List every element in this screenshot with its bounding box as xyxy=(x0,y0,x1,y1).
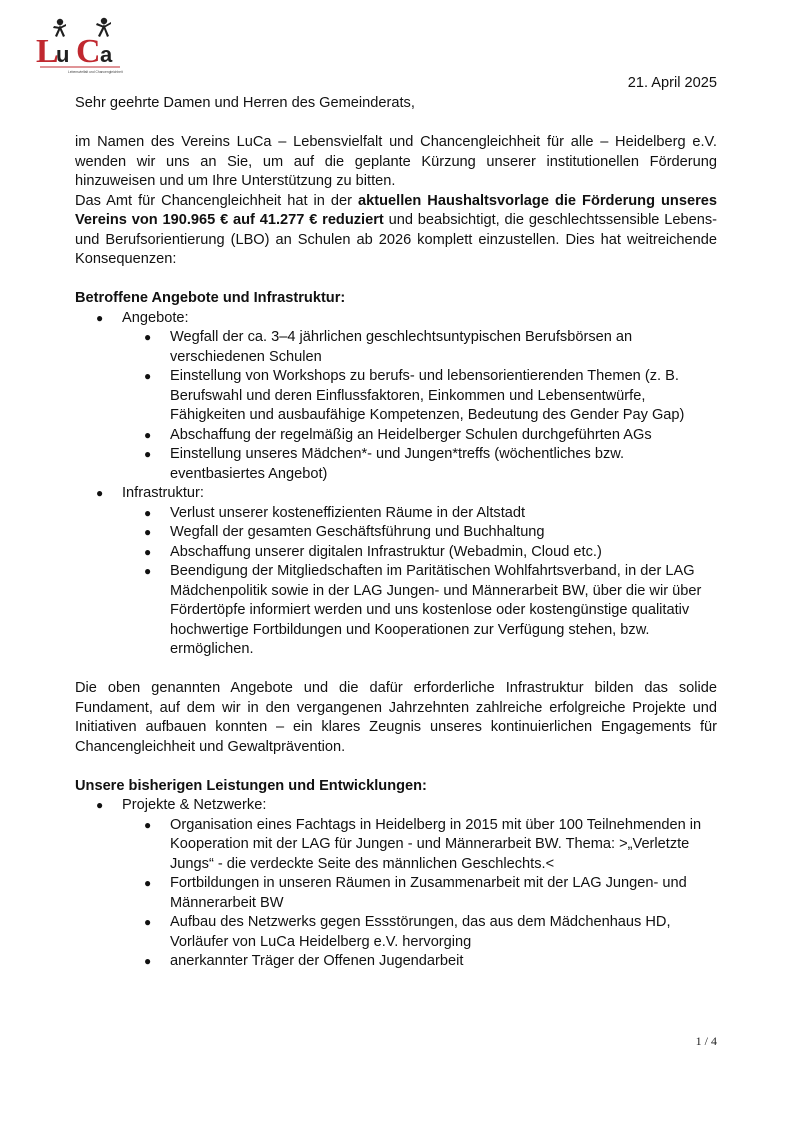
luca-logo xyxy=(34,16,126,78)
salutation: Sehr geehrte Damen und Herren des Gemeinderats, xyxy=(75,95,415,111)
list-item: ● Beendigung der Mitgliedschaften im Paritätischen Wohlfahrtsverband, in der LAG Mädchenpolitik sowie in der LAG Jungen- und Männerarbeit BW, über die wir über Fördertöpfe informiert werden und uns kostenlose oder kostengünstige qualitativ hochwertige Fortbildungen und Kooperationen zur Verfügung stehen, bzw. ermöglichen. xyxy=(144,563,702,657)
list-item-infrastruktur: ● Infrastruktur: ● Verlust unserer kosteneffizienten Räume in der Altstadt ● Wegfall der gesamten Geschäftsführung und Buchhaltung ● Abschaffung unserer digitalen Infrastruktur (Webadmin, Cloud etc.) ● Beendigung der Mitgliedschaften im Paritätischen Wohlfahrtsverband, in der LAG Mädchenpolitik sowie in der LAG Jungen- und Männerarbeit BW, über die wir über Fördertöpfe informiert werden und uns kostenlose oder kostengünstige qualitativ hochwertige Fortbildungen und Kooperationen zur Verfügung stehen, bzw. ermöglichen. xyxy=(75,484,717,660)
bullet-icon: ● xyxy=(96,310,104,325)
section-heading-achievements: Unsere bisherigen Leistungen und Entwicklungen: xyxy=(75,777,427,794)
bullet-icon: ● xyxy=(144,564,152,578)
list-item: ● Wegfall der gesamten Geschäftsführung und Buchhaltung xyxy=(122,523,717,543)
list-item: ● Abschaffung der regelmäßig an Heidelberger Schulen durchgeführten AGs xyxy=(122,426,717,446)
bullet-icon: ● xyxy=(144,954,152,968)
bullet-icon: ● xyxy=(144,525,152,539)
bullet-icon: ● xyxy=(144,505,152,520)
bullet-icon: ● xyxy=(144,330,152,344)
list-item: ● Fortbildungen in unseren Räumen in Zusammenarbeit mit der LAG Jungen- und Männerarbeit BW xyxy=(144,875,687,911)
letter-date: 21. April 2025 xyxy=(627,75,717,91)
logo-letter-l: L xyxy=(36,33,59,70)
logo-letter-c: C xyxy=(76,33,101,70)
list-item-angebote: ● Angebote: ● Wegfall der ca. 3–4 jährlichen geschlechtsuntypischen Berufsbörsen an verschiedenen Schulen ● Einstellung von Workshops zu berufs- und lebensorientierenden Themen (z. B. Berufswahl und deren Einflussfaktoren, Einkommen und Lebensentwürfe, Fähigkeiten und ausbaufähige Kompetenzen, Bedeutung des Gender Pay Gap) ● Abschaffung der regelmäßig an Heidelberger Schulen durchgeführten AGs ● Einstellung unseres Mädchen*- und Jungen*treffs (wöchentliches bzw. eventbasiertes Angebot) xyxy=(75,309,717,485)
letter-body xyxy=(75,94,717,972)
list-item: ● Einstellung unseres Mädchen*- und Jungen*treffs (wöchentliches bzw. eventbasiertes Angebot) xyxy=(144,446,625,482)
foundation-paragraph: Die oben genannten Angebote und die dafür erforderliche Infrastruktur bilden das solide Fundament, auf dem wir in den vergangenen Jahrzehnten zahlreiche erfolgreiche Projekte und Initiativen aufbauen konnten – ein klares Zeugnis unseres kontinuierlichen Engagements für Chancengleichheit und Gewaltprävention. xyxy=(75,680,717,755)
bullet-icon: ● xyxy=(144,447,152,461)
funding-cut-highlight: aktuellen Haushaltsvorlage die Förderung unseres Vereins von 190.965 € auf 41.277 € reduziert xyxy=(75,192,717,228)
section-heading-affected: Betroffene Angebote und Infrastruktur: xyxy=(75,290,346,306)
intro-paragraph: im Namen des Vereins LuCa – Lebensvielfalt und Chancengleichheit für alle – Heidelberg e.V. wenden wir uns an Sie, um auf die geplante Kürzung unserer institutionellen Förderung hinzuweisen und um Ihre Unterstützung zu bitten. xyxy=(75,134,717,189)
list-item: ● Aufbau des Netzwerks gegen Essstörungen, das aus dem Mädchenhaus HD, Vorläufer von LuCa Heidelberg e.V. hervorging xyxy=(144,914,671,950)
list-item: ● Abschaffung unserer digitalen Infrastruktur (Webadmin, Cloud etc.) xyxy=(122,543,717,563)
list-item: ● Verlust unserer kosteneffizienten Räume in der Altstadt xyxy=(122,504,717,524)
luca-logo-graphic xyxy=(34,16,126,78)
list-item: ● Organisation eines Fachtags in Heidelberg in 2015 mit über 100 Teilnehmenden in Kooperation mit der LAG für Jungen - und Männerarbeit BW. Thema: >„Verletzte Jungs“ - die verdeckte Seite des männlichen Geschlechts.< xyxy=(144,816,702,872)
list-item: ● Einstellung von Workshops zu berufs- und lebensorientierenden Themen (z. B. Berufswahl und deren Einflussfaktoren, Einkommen und Lebensentwürfe, Fähigkeiten und ausbaufähige Kompetenzen, Bedeutung des Gender Pay Gap) xyxy=(144,368,685,423)
achievements-list xyxy=(75,796,717,972)
affected-list xyxy=(75,309,717,660)
bullet-icon: ● xyxy=(144,817,152,832)
bullet-icon: ● xyxy=(144,427,152,442)
bullet-icon: ● xyxy=(96,798,104,812)
list-item: ● anerkannter Träger der Offenen Jugendarbeit xyxy=(122,952,717,972)
logo-letter-a: a xyxy=(100,42,113,67)
funding-paragraph: Das Amt für Chancengleichheit hat in der aktuellen Haushaltsvorlage die Förderung unseres Vereins von 190.965 € auf 41.277 € reduziert und beabsichtigt, die geschlechtssensible Lebens- und Berufsorientierung (LBO) an Schulen ab 2026 komplett einzustellen. Dies hat weitreichende Konsequenzen: xyxy=(75,192,717,267)
logo-subtitle: Lebensvielfalt und Chancengleichheit xyxy=(68,70,123,74)
list-item-projekte: ● Projekte & Netzwerke: ● Organisation eines Fachtags in Heidelberg in 2015 mit über 100 Teilnehmenden in Kooperation mit der LAG für Jungen - und Männerarbeit BW. Thema: >„Verletzte Jungs“ - die verdeckte Seite des männlichen Geschlechts.< ● Fortbildungen in unseren Räumen in Zusammenarbeit mit der LAG Jungen- und Männerarbeit BW ● Aufbau des Netzwerks gegen Essstörungen, das aus dem Mädchenhaus HD, Vorläufer von LuCa Heidelberg e.V. hervorging ● anerkannter Träger der Offenen Jugendarbeit xyxy=(75,796,717,972)
bullet-icon: ● xyxy=(144,369,152,383)
logo-letter-u: u xyxy=(56,42,70,67)
bullet-icon: ● xyxy=(144,544,152,559)
list-item: ● Wegfall der ca. 3–4 jährlichen geschlechtsuntypischen Berufsbörsen an verschiedenen Schulen xyxy=(144,329,633,365)
bullet-icon: ● xyxy=(144,876,152,890)
bullet-icon: ● xyxy=(144,915,152,929)
page-number: 1 / 4 xyxy=(695,1034,717,1048)
bullet-icon: ● xyxy=(96,486,104,500)
